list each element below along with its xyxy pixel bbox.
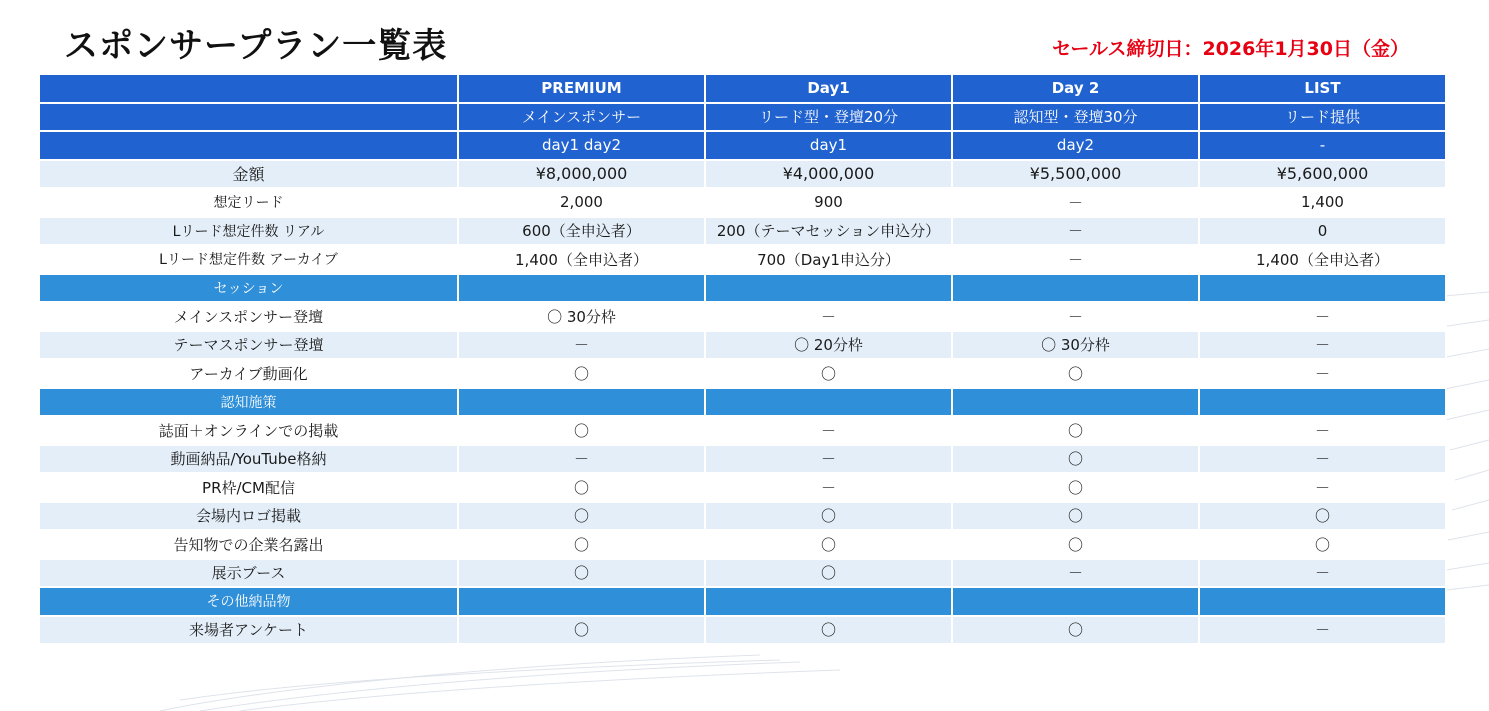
section-label: その他納品物 [40, 587, 458, 616]
table-cell: 〇 [458, 359, 705, 388]
header-row-plan-names [40, 75, 1446, 103]
row-label: 来場者アンケート [40, 616, 458, 645]
table-cell: － [458, 445, 705, 474]
row-label: 想定リード [40, 188, 458, 217]
row-label: Lリード想定件数 リアル [40, 217, 458, 246]
table-cell: 〇 [952, 416, 1199, 445]
table-cell: 900 [705, 188, 952, 217]
table-cell: ¥4,000,000 [705, 160, 952, 189]
table-cell [705, 587, 952, 616]
table-row-archive-video [40, 359, 1446, 388]
table-cell: 〇 [952, 473, 1199, 502]
table-cell: 〇 [705, 530, 952, 559]
table-row-leads-real [40, 217, 1446, 246]
table-cell: 〇 [1199, 530, 1446, 559]
plan-type-list: リード提供 [1199, 103, 1446, 132]
table-cell: － [952, 559, 1199, 588]
table-cell: － [458, 331, 705, 360]
row-label: テーマスポンサー登壇 [40, 331, 458, 360]
table-row-survey [40, 616, 1446, 645]
table-cell: － [705, 473, 952, 502]
table-cell: － [1199, 616, 1446, 645]
table-cell: 〇 [458, 616, 705, 645]
table-row-price [40, 160, 1446, 189]
table-cell: 1,400（全申込者） [1199, 245, 1446, 274]
table-cell: － [1199, 359, 1446, 388]
table-cell: 〇 [705, 559, 952, 588]
table-cell: 〇 [458, 416, 705, 445]
table-cell: － [705, 416, 952, 445]
table-cell [458, 587, 705, 616]
table-cell: 〇 [1199, 502, 1446, 531]
table-cell: 〇 [705, 502, 952, 531]
table-cell: 1,400 [1199, 188, 1446, 217]
table-cell: 〇 20分枠 [705, 331, 952, 360]
plan-name-day1: Day1 [705, 75, 952, 103]
table-cell [952, 388, 1199, 417]
plan-type-day1: リード型・登壇20分 [705, 103, 952, 132]
section-label: 認知施策 [40, 388, 458, 417]
table-cell: － [1199, 445, 1446, 474]
plan-type-day2: 認知型・登壇30分 [952, 103, 1199, 132]
table-cell [1199, 388, 1446, 417]
table-cell: 〇 30分枠 [952, 331, 1199, 360]
table-cell [458, 274, 705, 303]
plan-name-premium: PREMIUM [458, 75, 705, 103]
table-cell: 〇 [705, 359, 952, 388]
page-title: スポンサープラン一覧表 [64, 26, 448, 66]
section-row-session [40, 274, 1446, 303]
table-row-booth [40, 559, 1446, 588]
table-cell: － [1199, 331, 1446, 360]
table-row-leads [40, 188, 1446, 217]
row-label: 会場内ロゴ掲載 [40, 502, 458, 531]
table-cell: 1,400（全申込者） [458, 245, 705, 274]
row-label: 動画納品/YouTube格納 [40, 445, 458, 474]
table-cell: 〇 [952, 445, 1199, 474]
section-row-awareness [40, 388, 1446, 417]
row-label: メインスポンサー登壇 [40, 302, 458, 331]
table-row-leads-archive [40, 245, 1446, 274]
plan-days-list: - [1199, 131, 1446, 160]
table-cell: 200（テーマセッション申込分） [705, 217, 952, 246]
table-cell: － [952, 188, 1199, 217]
table-row-theme-talk [40, 331, 1446, 360]
section-label: セッション [40, 274, 458, 303]
row-label: Lリード想定件数 アーカイブ [40, 245, 458, 274]
table-cell: 〇 [705, 616, 952, 645]
table-cell: 〇 30分枠 [458, 302, 705, 331]
row-label: PR枠/CM配信 [40, 473, 458, 502]
plan-days-day1: day1 [705, 131, 952, 160]
table-cell: 2,000 [458, 188, 705, 217]
table-row-pr [40, 473, 1446, 502]
table-cell: 〇 [458, 559, 705, 588]
header-empty-cell [40, 75, 458, 103]
table-cell: － [1199, 473, 1446, 502]
table-cell: 〇 [952, 502, 1199, 531]
plan-days-day2: day2 [952, 131, 1199, 160]
table-cell: ¥5,500,000 [952, 160, 1199, 189]
table-cell: 〇 [458, 502, 705, 531]
table-cell: 〇 [458, 530, 705, 559]
plan-name-day2: Day 2 [952, 75, 1199, 103]
table-cell: － [705, 445, 952, 474]
plan-days-premium: day1 day2 [458, 131, 705, 160]
table-row-main-talk [40, 302, 1446, 331]
table-cell [705, 274, 952, 303]
header-empty-cell [40, 131, 458, 160]
table-cell: 〇 [952, 530, 1199, 559]
row-label: 金額 [40, 160, 458, 189]
table-cell: － [1199, 416, 1446, 445]
table-row-notice [40, 530, 1446, 559]
table-cell [1199, 587, 1446, 616]
sales-deadline: セールス締切日：2026年1月30日（金） [1052, 38, 1409, 60]
table-cell [1199, 274, 1446, 303]
table-cell [458, 388, 705, 417]
table-cell: 〇 [952, 616, 1199, 645]
row-label: 展示ブース [40, 559, 458, 588]
sponsor-plan-table [40, 75, 1447, 645]
table-row-magazine [40, 416, 1446, 445]
table-cell: 0 [1199, 217, 1446, 246]
table-cell: － [1199, 559, 1446, 588]
table-cell: － [952, 217, 1199, 246]
table-cell [705, 388, 952, 417]
table-cell: － [1199, 302, 1446, 331]
plan-name-list: LIST [1199, 75, 1446, 103]
table-cell: ¥8,000,000 [458, 160, 705, 189]
table-cell: 700（Day1申込分） [705, 245, 952, 274]
header-row-plan-types [40, 103, 1446, 132]
table-cell: 〇 [458, 473, 705, 502]
table-cell: － [952, 245, 1199, 274]
plan-type-premium: メインスポンサー [458, 103, 705, 132]
row-label: アーカイブ動画化 [40, 359, 458, 388]
table-row-video [40, 445, 1446, 474]
table-cell: － [705, 302, 952, 331]
table-cell: － [952, 302, 1199, 331]
section-row-other [40, 587, 1446, 616]
table-row-logo [40, 502, 1446, 531]
row-label: 告知物での企業名露出 [40, 530, 458, 559]
row-label: 誌面＋オンラインでの掲載 [40, 416, 458, 445]
table-cell: ¥5,600,000 [1199, 160, 1446, 189]
table-cell: 〇 [952, 359, 1199, 388]
table-cell [952, 587, 1199, 616]
table-cell [952, 274, 1199, 303]
header-empty-cell [40, 103, 458, 132]
header-row-plan-days [40, 131, 1446, 160]
table-cell: 600（全申込者） [458, 217, 705, 246]
